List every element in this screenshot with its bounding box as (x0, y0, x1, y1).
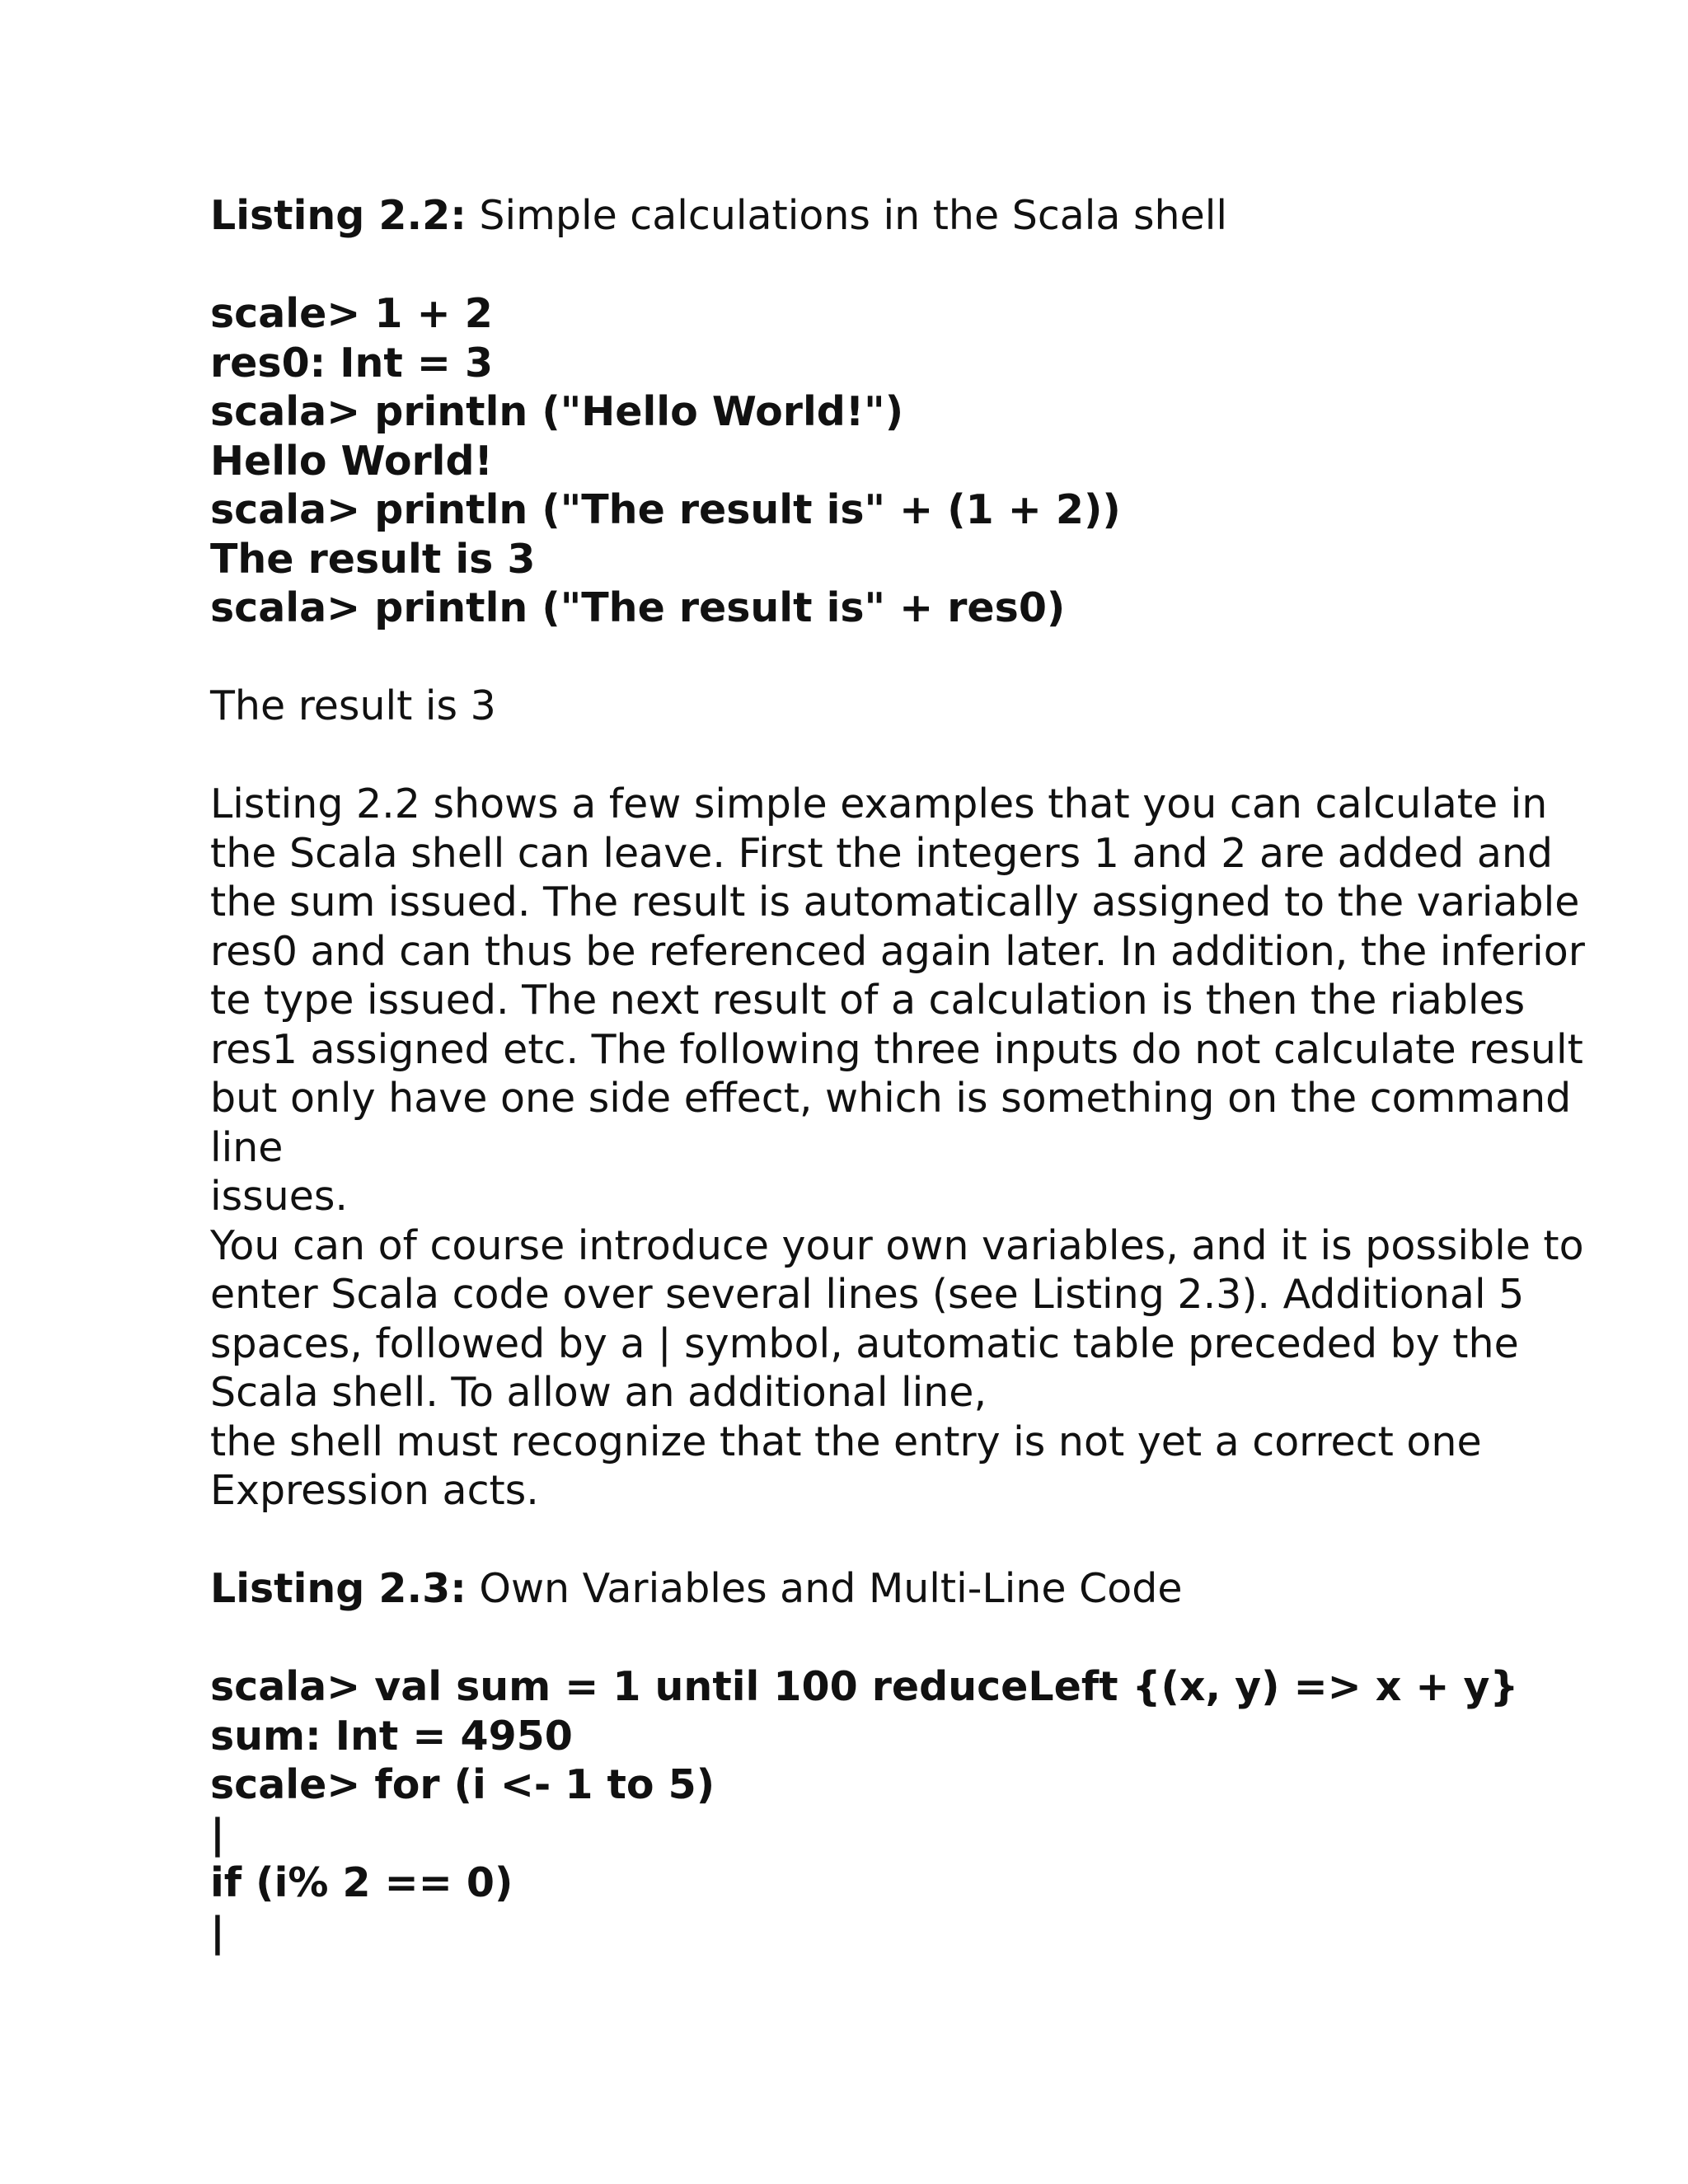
listing-caption: Own Variables and Multi-Line Code (466, 1565, 1183, 1612)
code-line: Hello World! (210, 437, 493, 485)
body-paragraph (210, 780, 1585, 1516)
text-line: Scala shell. To allow an additional line, (210, 1369, 987, 1416)
code-line: scale> 1 + 2 (210, 290, 493, 337)
text-line: res0 and can thus be referenced again later. In addition, the inferior (210, 927, 1585, 975)
text-line: res1 assigned etc. The following three inputs do not calculate result (210, 1025, 1583, 1073)
code-line: res0: Int = 3 (210, 339, 494, 387)
code-line: scala> val sum = 1 until 100 reduceLeft {(x, y) => x + y} (210, 1663, 1519, 1710)
text-line: the shell must recognize that the entry is not yet a correct one (210, 1418, 1482, 1465)
text-line: Listing 2.2 shows a few simple examples that you can calculate in (210, 780, 1548, 827)
code-line: | (210, 1810, 225, 1858)
spacer (210, 1516, 1496, 1565)
text-line: te type issued. The next result of a calculation is then the riables (210, 977, 1526, 1024)
code-line: sum: Int = 4950 (210, 1712, 573, 1760)
code-line: scala> println ("Hello World!") (210, 388, 904, 435)
code-line: scala> println ("The result is" + res0) (210, 584, 1066, 631)
code-line: The result is 3 (210, 535, 536, 583)
text-line: enter Scala code over several lines (see Listing 2.3). Additional 5 (210, 1271, 1525, 1318)
text-line: the Scala shell can leave. First the integers 1 and 2 are added and (210, 829, 1554, 877)
code-line: | (210, 1908, 225, 1956)
listing-2-2-output: The result is 3 (210, 682, 496, 729)
code-line: scala> println ("The result is" + (1 + 2)) (210, 486, 1121, 533)
listing-caption: Simple calculations in the Scala shell (466, 192, 1227, 239)
listing-2-3-code (210, 1662, 1519, 1957)
text-line: the sum issued. The result is automatically assigned to the variable (210, 879, 1580, 926)
code-line: if (i% 2 == 0) (210, 1859, 513, 1906)
text-line: but only have one side effect, which is something on the command (210, 1075, 1572, 1122)
listing-2-2-code (210, 289, 1496, 633)
listing-label: Listing 2.3: (210, 1565, 467, 1612)
spacer (210, 633, 1496, 682)
text-line: line (210, 1123, 284, 1171)
spacer (210, 1614, 1496, 1663)
code-line: scale> for (i <- 1 to 5) (210, 1761, 715, 1808)
listing-2-2-heading (210, 191, 1496, 241)
spacer (210, 241, 1496, 290)
text-line: issues. (210, 1173, 348, 1220)
text-line: Expression acts. (210, 1467, 539, 1514)
text-line: You can of course introduce your own variables, and it is possible to (210, 1221, 1584, 1269)
listing-label: Listing 2.2: (210, 192, 467, 239)
listing-2-3-heading (210, 1564, 1496, 1614)
spacer (210, 731, 1496, 780)
text-line: spaces, followed by a | symbol, automatic table preceded by the (210, 1319, 1519, 1367)
document-page (210, 191, 1585, 1957)
